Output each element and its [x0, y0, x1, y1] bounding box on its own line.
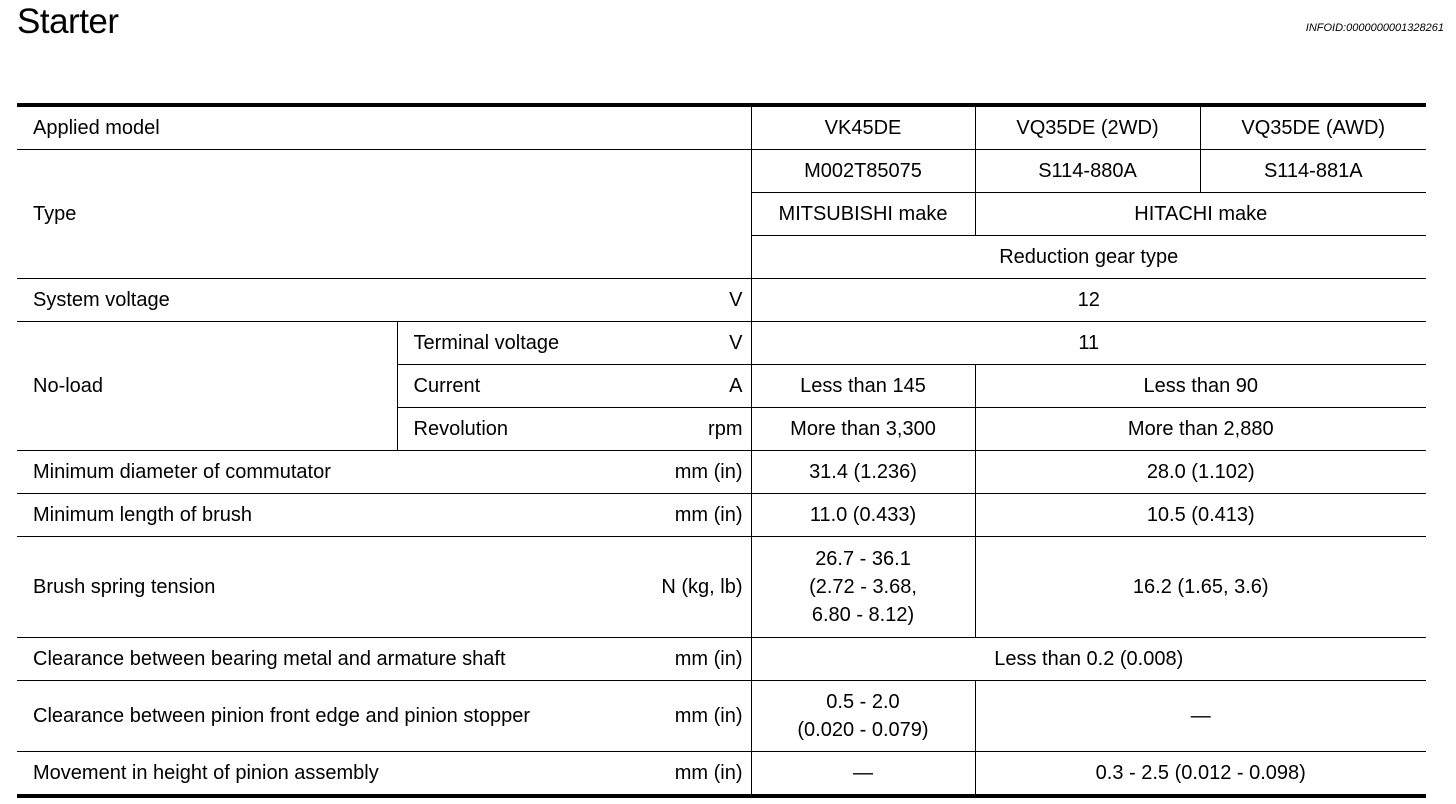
value: 31.4 (1.236): [751, 451, 975, 494]
value: Less than 0.2 (0.008): [751, 638, 1426, 681]
table-row: [17, 105, 1426, 150]
unit: mm (in): [674, 648, 743, 670]
sub-label: Current: [413, 375, 481, 397]
unit: rpm: [708, 418, 743, 440]
model-vq35de-awd: VQ35DE (AWD): [1200, 105, 1426, 150]
table-row: [17, 150, 1426, 193]
value: 12: [751, 279, 1426, 322]
unit: V: [729, 289, 743, 311]
value: 10.5 (0.413): [975, 494, 1426, 537]
value: Less than 145: [751, 365, 975, 408]
value: 16.2 (1.65, 3.6): [975, 537, 1426, 638]
table-row: [17, 494, 1426, 537]
unit: mm (in): [674, 705, 743, 727]
value-line: 6.80 - 8.12): [811, 604, 915, 626]
model-vk45de: VK45DE: [751, 105, 975, 150]
row-label: Applied model: [17, 105, 751, 150]
part-number: M002T85075: [751, 150, 975, 193]
table-row: [17, 322, 1426, 365]
value: [751, 537, 975, 638]
sub-label: Revolution: [413, 418, 509, 440]
unit: mm (in): [674, 461, 743, 483]
unit: mm (in): [674, 762, 743, 784]
unit: N (kg, lb): [661, 576, 743, 598]
make-value: HITACHI make: [975, 193, 1426, 236]
value: —: [975, 681, 1426, 752]
value: 11: [751, 322, 1426, 365]
row-label: Movement in height of pinion assembly: [33, 762, 379, 784]
row-label: Clearance between pinion front edge and pinion stopper: [33, 705, 531, 727]
part-number: S114-880A: [975, 150, 1200, 193]
value-line: 0.5 - 2.0: [826, 691, 900, 713]
value: 28.0 (1.102): [975, 451, 1426, 494]
starter-spec-table: [17, 103, 1426, 798]
value-line: 26.7 - 36.1: [815, 548, 911, 570]
value: More than 3,300: [751, 408, 975, 451]
value: Less than 90: [975, 365, 1426, 408]
row-label: Minimum length of brush: [33, 504, 252, 526]
row-label: Minimum diameter of commutator: [33, 461, 331, 483]
value: —: [751, 752, 975, 797]
value-line: (2.72 - 3.68,: [809, 576, 917, 598]
sub-label: Terminal voltage: [413, 332, 560, 354]
row-label: System voltage: [33, 289, 170, 311]
unit: V: [729, 332, 743, 354]
value: 11.0 (0.433): [751, 494, 975, 537]
table-row: [17, 279, 1426, 322]
table-row: [17, 537, 1426, 638]
value-line: (0.020 - 0.079): [797, 719, 929, 741]
table-row: [17, 752, 1426, 797]
row-label: Type: [17, 150, 751, 279]
info-id: INFOID:0000000001328261: [1305, 22, 1444, 34]
unit: mm (in): [674, 504, 743, 526]
table-row: [17, 638, 1426, 681]
table-row: [17, 451, 1426, 494]
unit: A: [729, 375, 743, 397]
value: More than 2,880: [975, 408, 1426, 451]
value: [751, 681, 975, 752]
model-vq35de-2wd: VQ35DE (2WD): [975, 105, 1200, 150]
row-label: Clearance between bearing metal and armature shaft: [33, 648, 506, 670]
part-number: S114-881A: [1200, 150, 1426, 193]
page-title: Starter: [17, 2, 119, 41]
table-row: [17, 681, 1426, 752]
value: 0.3 - 2.5 (0.012 - 0.098): [975, 752, 1426, 797]
make-value: MITSUBISHI make: [751, 193, 975, 236]
row-label: Brush spring tension: [33, 576, 216, 598]
row-label: No-load: [17, 322, 397, 451]
gear-type: Reduction gear type: [751, 236, 1426, 279]
